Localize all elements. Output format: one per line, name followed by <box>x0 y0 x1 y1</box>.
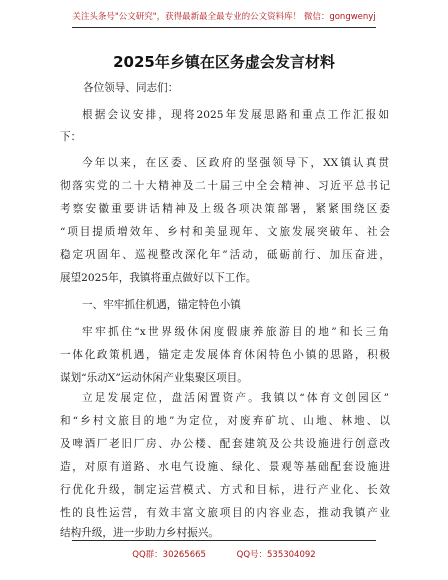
paragraph-4-line-7: 结构升级，进一步助力乡村振兴。 <box>60 527 219 539</box>
paragraph-4-line-2: 和“乡村文旅目的地”为定位，对废弃矿坑、山地、林地、以 <box>60 415 390 427</box>
paragraph-3-line-2: 一体化政策机遇，锚定走发展体育休闲特色小镇的思路，积极 <box>60 349 390 361</box>
paragraph-3-line-3: 谋划“乐动X”运动休闲产业集聚区项目。 <box>60 372 248 384</box>
paragraph-2-line-1: 今年以来，在区委、区政府的坚强领导下，XX镇认真贯 <box>82 157 389 169</box>
paragraph-intro-line-1: 根据会议安排，现将2025年发展思路和重点工作汇报如 <box>82 109 389 121</box>
footer-qq-group: QQ群：30265665 <box>132 550 206 560</box>
paragraph-2-line-2: 彻落实党的二十大精神及二十届三中全会精神、习近平总书记 <box>60 180 390 192</box>
paragraph-4-line-4: 造，对原有道路、水电气设施、绿化、景观等基础配套设施进 <box>60 461 390 473</box>
footer-qq-number: QQ号：535304092 <box>236 550 316 560</box>
section-heading-1: 一、牢牢抓住机遇，锚定特色小镇 <box>82 299 241 311</box>
page-title: 2025年乡镇在区务虚会发言材料 <box>113 53 335 71</box>
paragraph-2-line-6: 展望2025年，我镇将重点做好以下工作。 <box>60 272 257 284</box>
paragraph-3-line-1: 牢牢抓住“x世界级休闲度假康养旅游目的地”和长三角 <box>82 326 389 338</box>
paragraph-4-line-5: 行优化升级，制定运营模式、方式和目标，进行产业化、长效 <box>60 484 390 496</box>
paragraph-2-line-5: 稳定巩固年、巡视整改深化年”活动，砥砺前行、加压奋进， <box>60 249 390 261</box>
footer-contact <box>0 548 448 560</box>
footer-rule <box>72 540 376 541</box>
header-notice: 关注头条号"公文研究"，获得最新最全最专业的公文资料库！ 微信：gongwenyj <box>72 12 376 22</box>
paragraph-2-line-3: 考察安徽重要讲话精神及上级各项决策部署，紧紧围绕区委 <box>60 203 390 215</box>
paragraph-4-line-1: 立足发展定位，盘活闲置资产。我镇以“体育文创园区” <box>82 392 389 404</box>
paragraph-4-line-3: 及啤酒厂老旧厂房、办公楼、配套建筑及公共设施进行创意改 <box>60 438 390 450</box>
salutation: 各位领导、同志们： <box>83 82 179 94</box>
paragraph-4-line-6: 性的良性运营，有效丰富文旅项目的内容业态，推动我镇产业 <box>60 507 390 519</box>
paragraph-intro-line-2: 下： <box>60 131 82 143</box>
header-rule <box>72 27 376 28</box>
paragraph-2-line-4: “项目提质增效年、乡村和美显现年、文旅发展突破年、社会 <box>60 226 390 238</box>
